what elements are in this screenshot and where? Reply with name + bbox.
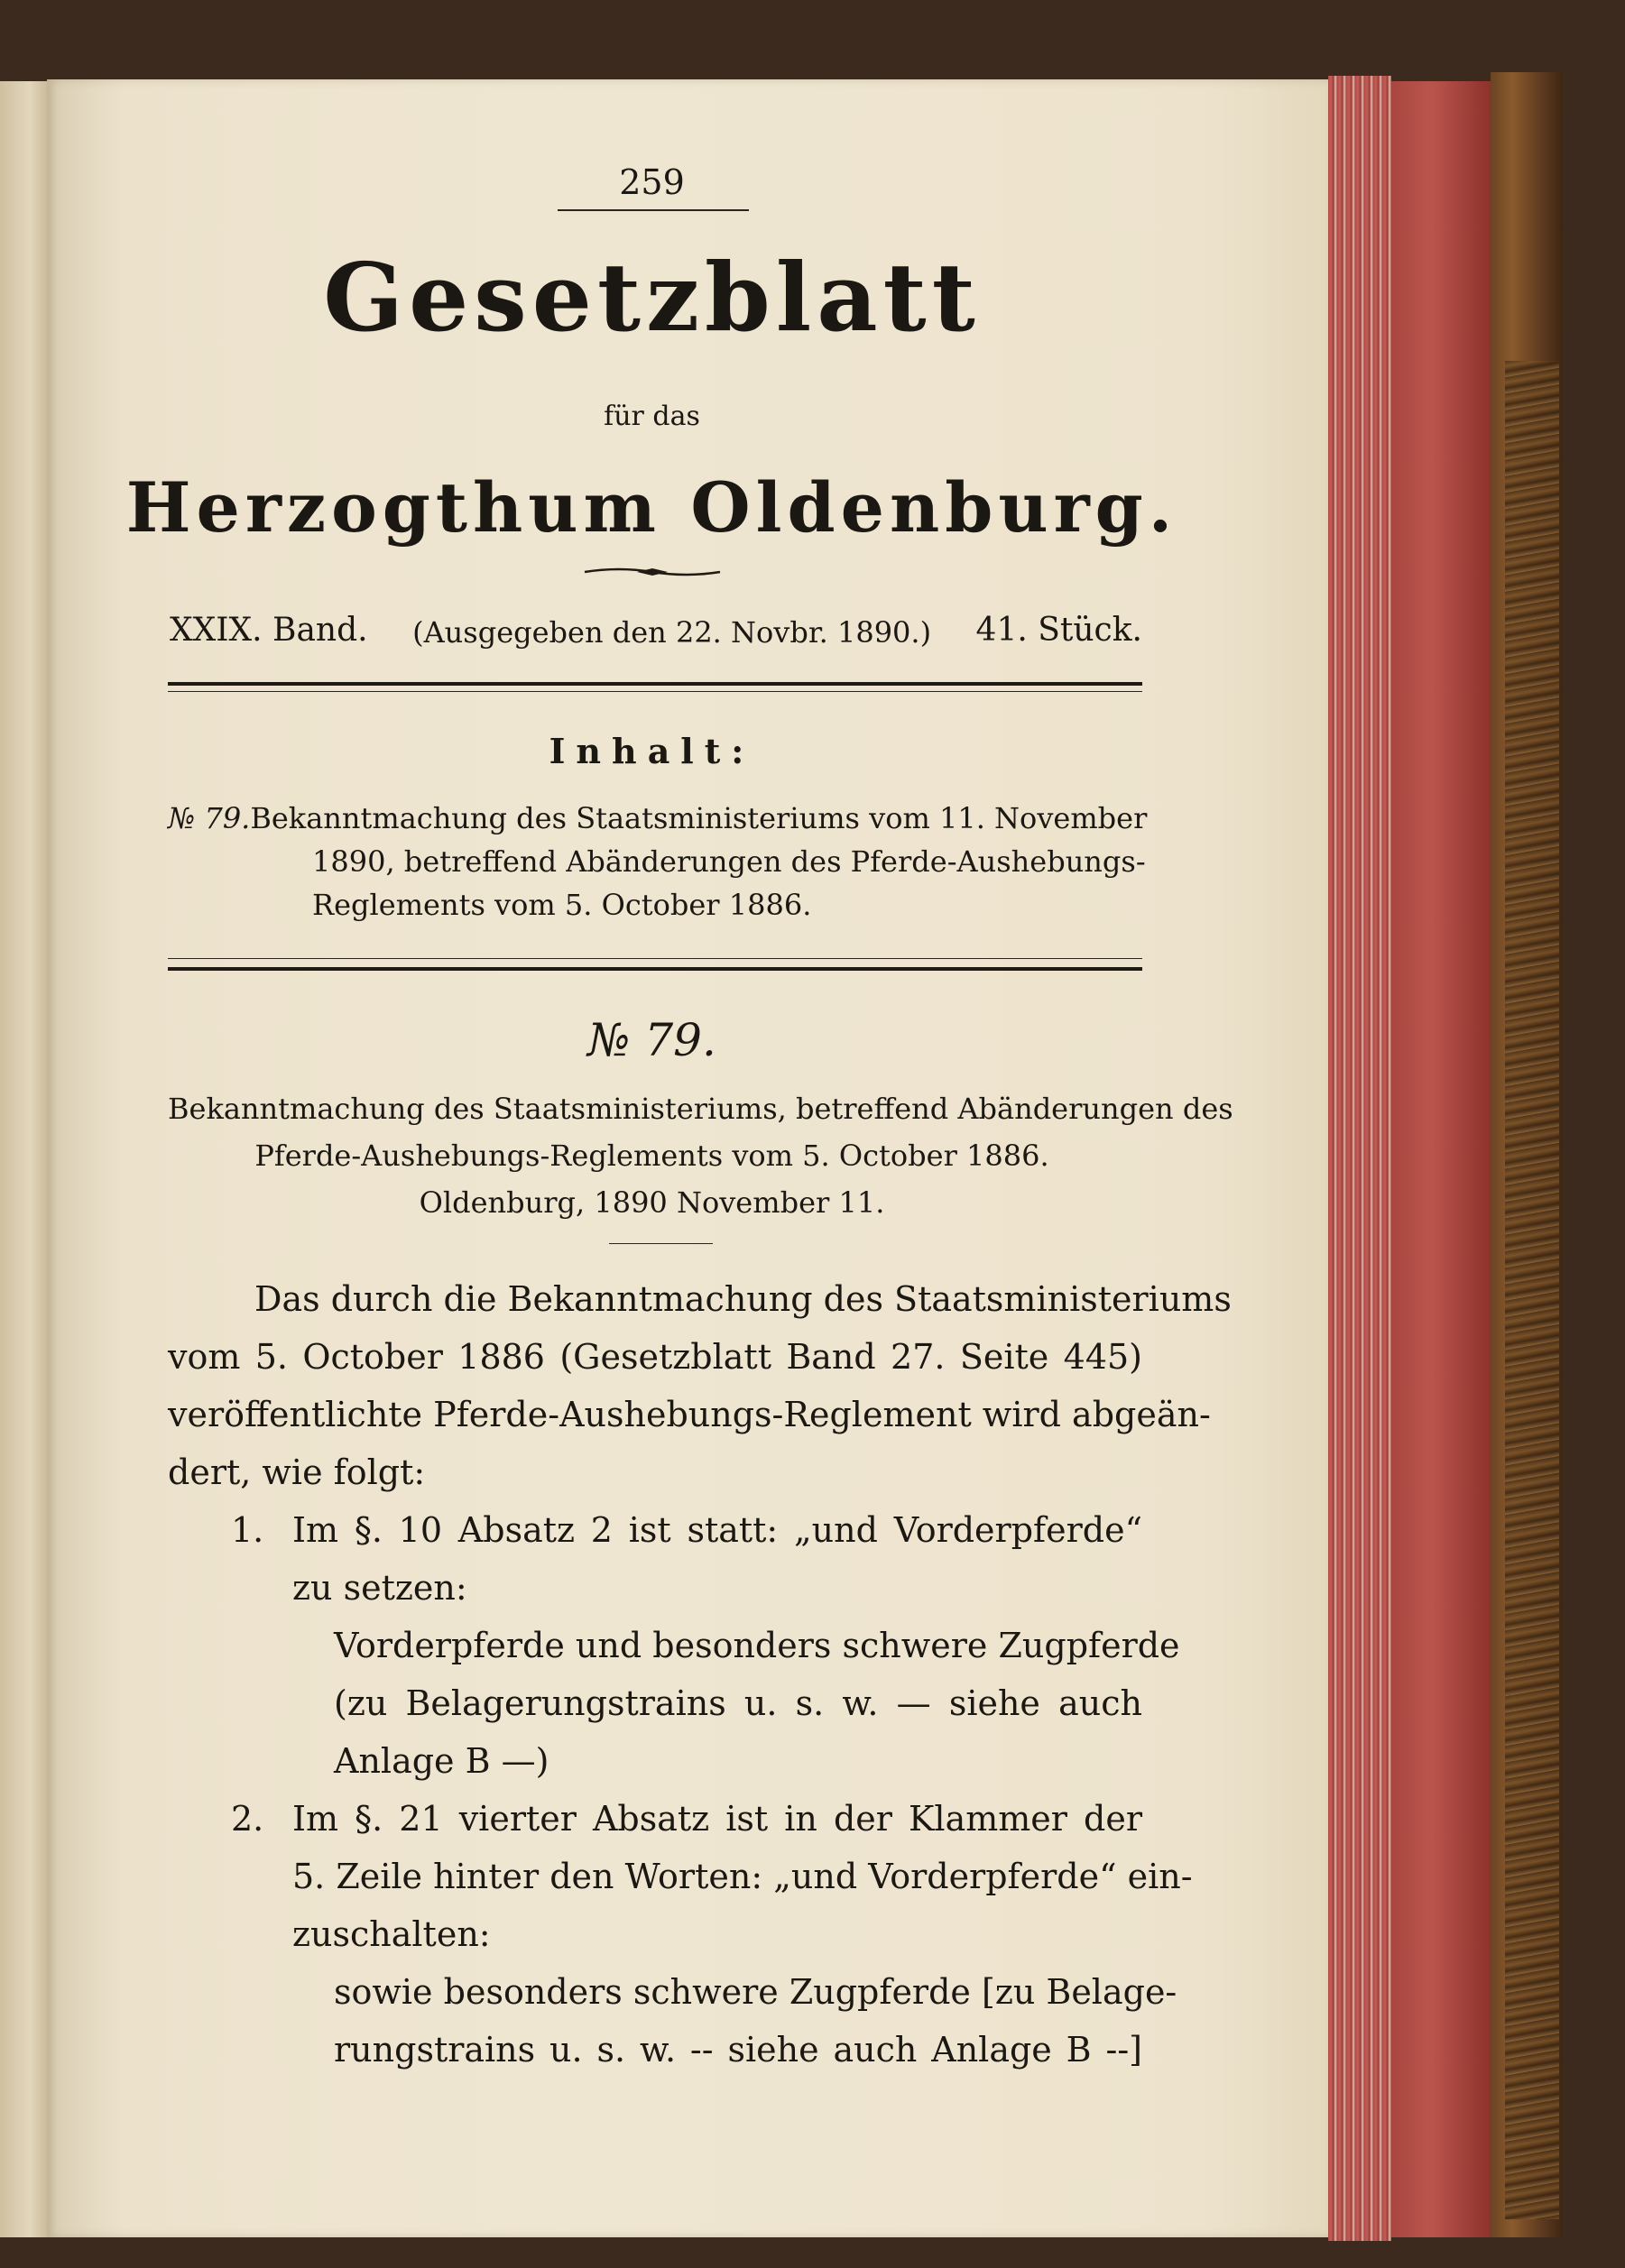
contents-heading: Inhalt: xyxy=(549,731,755,771)
item-1-quote-1: Vorderpferde und besonders schwere Zugpferde xyxy=(334,1626,1180,1665)
ordinance-number: № 79. xyxy=(587,1014,716,1066)
item-2-marker: 2. xyxy=(231,1799,264,1839)
contents-rule-thin xyxy=(168,958,1142,959)
item-2-line-3: zuschalten: xyxy=(292,1914,491,1954)
ordinance-short-rule xyxy=(609,1243,713,1244)
ornament-divider xyxy=(583,565,722,579)
contents-rule-thick xyxy=(168,967,1142,971)
item-1-line-2: zu setzen: xyxy=(292,1568,467,1608)
issue-date: (Ausgegeben den 22. Novbr. 1890.) xyxy=(412,615,932,650)
body-line-4: dert, wie folgt: xyxy=(168,1452,426,1492)
body-line-1: Das durch die Bekanntmachung des Staatsministeriums xyxy=(254,1279,1232,1319)
body-line-3: veröffentlichte Pferde-Aushebungs-Reglement wird abgeän- xyxy=(168,1395,1211,1434)
issue-rule-thick xyxy=(168,682,1142,686)
issue-volume: XXIX. Band. xyxy=(170,612,368,649)
page-number-rule xyxy=(558,209,749,211)
contents-line-2: 1890, betreffend Abänderungen des Pferde-Aushebungs- xyxy=(312,844,1146,879)
item-2-line-2: 5. Zeile hinter den Worten: „und Vorderpferde“ ein- xyxy=(292,1857,1193,1896)
item-2-quote-2: rungstrains u. s. w. -- siehe auch Anlage B --] xyxy=(334,2030,1142,2070)
ordinance-title-line-2: Pferde-Aushebungs-Reglements vom 5. October 1886. xyxy=(254,1139,1049,1173)
page-block-red xyxy=(1391,81,1491,2237)
contents-line-3: Reglements vom 5. October 1886. xyxy=(312,888,812,922)
masthead-region: Herzogthum Oldenburg. xyxy=(125,467,1178,548)
ordinance-place-date: Oldenburg, 1890 November 11. xyxy=(419,1185,885,1220)
masthead-title: Gesetzblatt xyxy=(323,242,981,353)
body-line-2: vom 5. October 1886 (Gesetzblatt Band 27. Seite 445) xyxy=(168,1337,1142,1377)
item-1-quote-2: (zu Belagerungstrains u. s. w. — siehe auch xyxy=(334,1683,1142,1723)
page-number: 259 xyxy=(619,162,685,202)
page-edges-red xyxy=(1328,76,1391,2241)
issue-rule-thin xyxy=(168,691,1142,692)
ordinance-title-line-1: Bekanntmachung des Staatsministeriums, betreffend Abänderungen des xyxy=(168,1092,1233,1126)
item-1-marker: 1. xyxy=(231,1510,264,1550)
item-1-quote-3: Anlage B —) xyxy=(334,1741,549,1781)
item-2-line-1: Im §. 21 vierter Absatz ist in der Klammer der xyxy=(292,1799,1142,1839)
issue-line xyxy=(170,612,1142,650)
masthead-fuer-das: für das xyxy=(604,401,700,432)
spine-marbled-cover xyxy=(1505,361,1559,2219)
contents-line-1 xyxy=(168,801,1148,835)
item-1-line-1: Im §. 10 Absatz 2 ist statt: „und Vorderpferde“ xyxy=(292,1510,1142,1550)
item-2-quote-1: sowie besonders schwere Zugpferde [zu Belage- xyxy=(334,1972,1177,2012)
issue-part: 41. Stück. xyxy=(975,612,1142,649)
contents-number: № 79. xyxy=(168,801,251,835)
contents-text-1: Bekanntmachung des Staatsministeriums vom 11. November xyxy=(250,801,1148,835)
